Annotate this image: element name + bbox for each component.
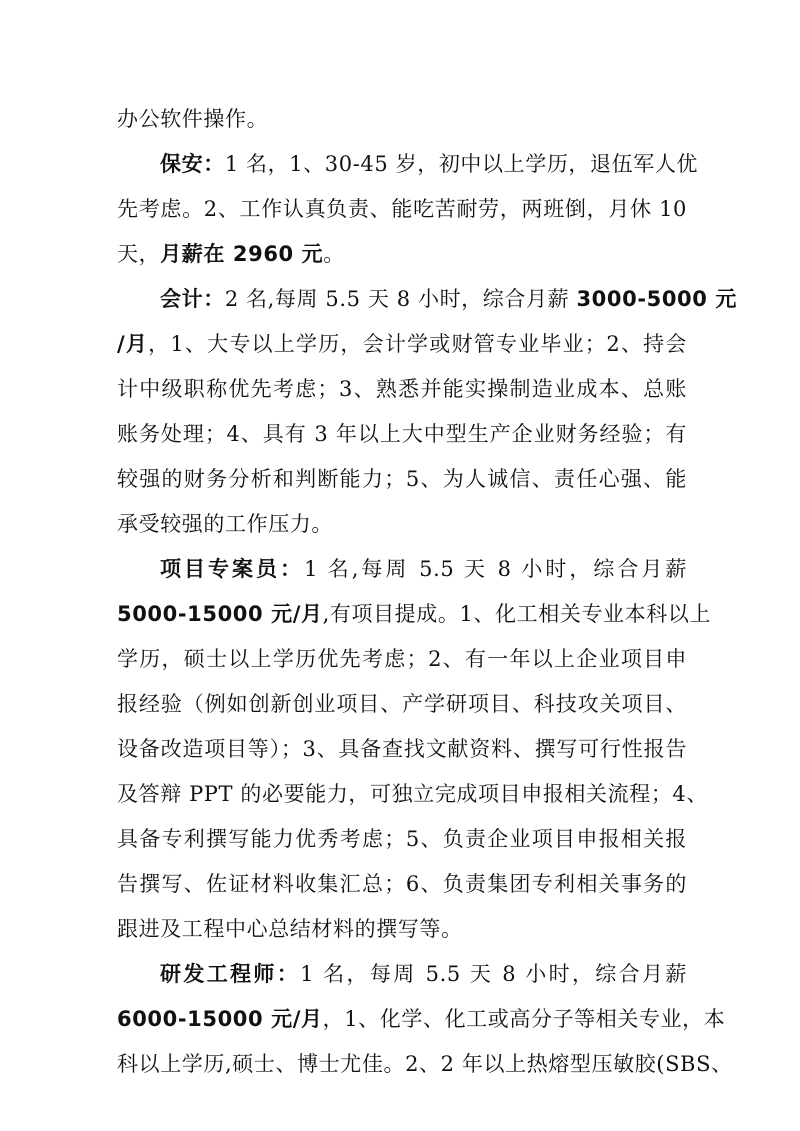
salary-highlight: 5000-15000 元/月	[117, 602, 323, 626]
text-line: 办公软件操作。	[117, 107, 269, 131]
text-line: 跟进及工程中心总结材料的撰写等。	[117, 917, 463, 941]
text-line: 科以上学历,硕士、博士尤佳。2、2 年以上热熔型压敏胶(SBS、	[117, 1052, 733, 1076]
salary-highlight: /月	[117, 332, 149, 356]
text-line: 5000-15000 元/月,有项目提成。1、化工相关专业本科以上	[117, 602, 712, 626]
job-title-project-specialist: 项目专案员：	[160, 557, 305, 581]
text-line: 具备专利撰写能力优秀考虑；5、负责企业项目申报相关报	[117, 827, 687, 851]
text-line: 项目专案员：1 名,每周 5.5 天 8 小时，综合月薪	[160, 557, 687, 581]
text-line: 告撰写、佐证材料收集汇总；6、负责集团专利相关事务的	[117, 872, 687, 896]
text-line: 会计：2 名,每周 5.5 天 8 小时，综合月薪 3000-5000 元	[160, 287, 737, 311]
text-line: 先考虑。2、工作认真负责、能吃苦耐劳，两班倒，月休 10	[117, 197, 687, 221]
salary-highlight: 6000-15000 元/月	[117, 1007, 323, 1031]
text-line: 报经验（例如创新创业项目、产学研项目、科技攻关项目、	[117, 692, 687, 716]
job-title-rd-engineer: 研发工程师：	[160, 962, 301, 986]
text-line: 6000-15000 元/月，1、化学、化工或高分子等相关专业，本	[117, 1007, 726, 1031]
text-line: 学历，硕士以上学历优先考虑；2、有一年以上企业项目申	[117, 647, 687, 671]
text-line: 保安：1 名，1、30-45 岁，初中以上学历，退伍军人优	[160, 152, 699, 176]
text-line: 设备改造项目等）；3、具备查找文献资料、撰写可行性报告	[117, 737, 687, 761]
text-line: /月，1、大专以上学历，会计学或财管专业毕业；2、持会	[117, 332, 687, 356]
job-title-accountant: 会计：	[160, 287, 225, 311]
salary-highlight: 3000-5000 元	[576, 287, 737, 311]
text-line: 账务处理；4、具有 3 年以上大中型生产企业财务经验；有	[117, 422, 687, 446]
text-line: 承受较强的工作压力。	[117, 512, 333, 536]
job-title-security: 保安：	[160, 152, 225, 176]
text-line: 研发工程师：1 名，每周 5.5 天 8 小时，综合月薪	[160, 962, 687, 986]
salary-highlight: 月薪在 2960 元	[160, 242, 324, 266]
text-line: 及答辩 PPT 的必要能力，可独立完成项目申报相关流程；4、	[117, 782, 708, 806]
text-line: 较强的财务分析和判断能力；5、为人诚信、责任心强、能	[117, 467, 687, 491]
text-line: 天，月薪在 2960 元。	[117, 242, 345, 266]
text-line: 计中级职称优先考虑；3、熟悉并能实操制造业成本、总账	[117, 377, 687, 401]
